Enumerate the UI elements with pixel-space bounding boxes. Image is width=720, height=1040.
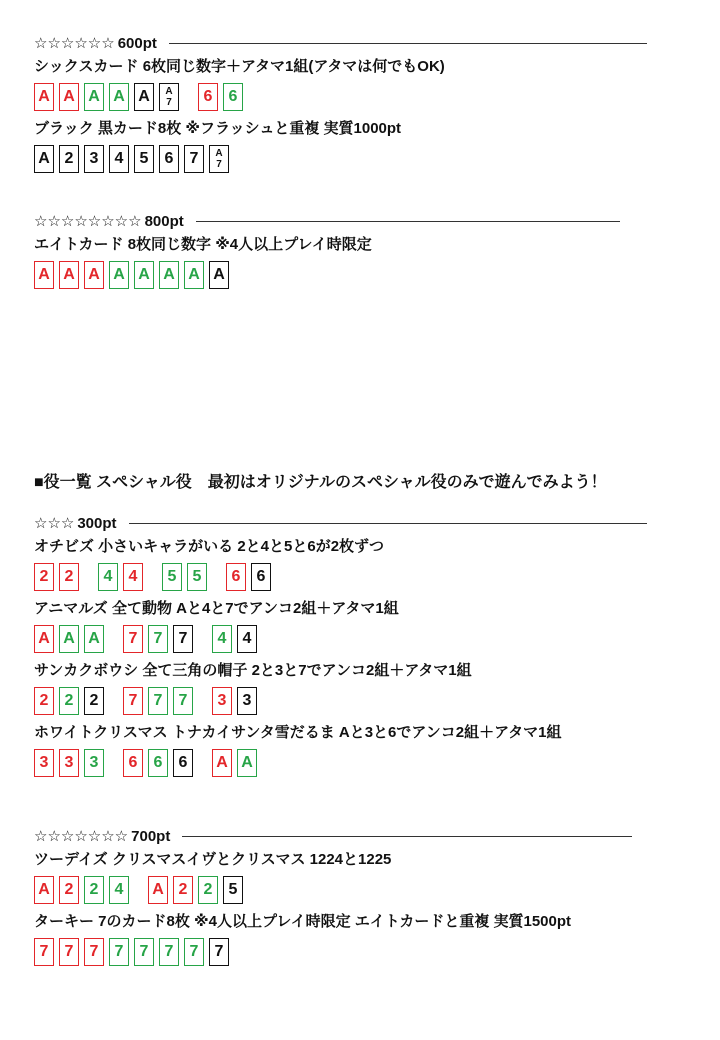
playing-card: A <box>134 83 154 111</box>
playing-card: 6 <box>223 83 243 111</box>
playing-card: 7 <box>209 938 229 966</box>
playing-card: 5 <box>223 876 243 904</box>
playing-card: A <box>59 625 79 653</box>
playing-card: 5 <box>187 563 207 591</box>
playing-card: 3 <box>237 687 257 715</box>
playing-card: A <box>209 261 229 289</box>
playing-card: 2 <box>59 563 79 591</box>
playing-card: 7 <box>84 938 104 966</box>
star-rating: ☆☆☆☆☆☆☆ <box>34 828 129 845</box>
points-label: 600pt <box>117 34 157 52</box>
hand-title: シックスカード 6枚同じ数字＋アタマ1組(アタマは何でもOK) <box>34 58 445 75</box>
playing-card <box>209 145 229 173</box>
playing-card: 2 <box>59 145 79 173</box>
playing-card: 7 <box>173 625 193 653</box>
section-800pt <box>34 210 620 290</box>
playing-card: 3 <box>212 687 232 715</box>
playing-card: 3 <box>84 749 104 777</box>
playing-card: 2 <box>34 687 54 715</box>
rating-line <box>34 825 632 847</box>
playing-card: A <box>212 749 232 777</box>
playing-card: 7 <box>184 938 204 966</box>
playing-card: A <box>148 876 168 904</box>
card-row <box>34 624 647 654</box>
playing-card: A <box>34 625 54 653</box>
playing-card: A <box>84 83 104 111</box>
divider-line <box>129 523 647 524</box>
playing-card: 6 <box>226 563 246 591</box>
special-hands-heading: ■役一覧 スペシャル役 最初はオリジナルのスペシャル役のみで遊んでみよう！ <box>34 474 607 491</box>
playing-card: 3 <box>34 749 54 777</box>
playing-card: 2 <box>84 687 104 715</box>
playing-card: A <box>34 261 54 289</box>
playing-card: 7 <box>109 938 129 966</box>
playing-card: 4 <box>212 625 232 653</box>
playing-card: 4 <box>123 563 143 591</box>
playing-card: A <box>34 876 54 904</box>
hand-title: ブラック 黒カード8枚 ※フラッシュと重複 実質1000pt <box>34 120 402 137</box>
playing-card: A <box>34 83 54 111</box>
playing-card: 7 <box>34 938 54 966</box>
rating-line <box>34 32 647 54</box>
rating-line <box>34 210 620 232</box>
playing-card: A <box>184 261 204 289</box>
playing-card: 6 <box>198 83 218 111</box>
playing-card: 7 <box>159 938 179 966</box>
card-row <box>34 82 647 112</box>
points-label: 700pt <box>131 827 171 845</box>
hand-title: ツーデイズ クリスマスイヴとクリスマス 1224と1225 <box>34 851 392 868</box>
playing-card: A <box>109 261 129 289</box>
hand-title: アニマルズ 全て動物 Aと4と7でアンコ2組＋アタマ1組 <box>34 600 399 617</box>
playing-card: 7 <box>148 625 168 653</box>
card-row <box>34 260 620 290</box>
playing-card: 4 <box>98 563 118 591</box>
playing-card: 2 <box>173 876 193 904</box>
card-row <box>34 144 647 174</box>
playing-card: 7 <box>184 145 204 173</box>
card-row <box>34 875 632 905</box>
playing-card: A <box>134 261 154 289</box>
playing-card: 7 <box>123 625 143 653</box>
playing-card: 2 <box>59 876 79 904</box>
playing-card: 7 <box>59 938 79 966</box>
points-label: 800pt <box>144 212 184 230</box>
hand-title: サンカクボウシ 全て三角の帽子 2と3と7でアンコ2組＋アタマ1組 <box>34 662 472 679</box>
playing-card: 6 <box>159 145 179 173</box>
card-value-bottom: 7 <box>216 159 222 170</box>
playing-card: 6 <box>123 749 143 777</box>
card-row <box>34 686 647 716</box>
playing-card: 7 <box>173 687 193 715</box>
playing-card: A <box>84 261 104 289</box>
hand-title: オチビズ 小さいキャラがいる 2と4と5と6が2枚ずつ <box>34 538 385 555</box>
playing-card: 6 <box>251 563 271 591</box>
playing-card: 5 <box>162 563 182 591</box>
divider-line <box>196 221 620 222</box>
playing-card: 6 <box>173 749 193 777</box>
playing-card <box>159 83 179 111</box>
playing-card: A <box>159 261 179 289</box>
playing-card: 7 <box>148 687 168 715</box>
card-value-bottom: 7 <box>166 97 172 108</box>
card-row <box>34 937 632 967</box>
playing-card: A <box>109 83 129 111</box>
rating-line <box>34 512 647 534</box>
playing-card: 4 <box>237 625 257 653</box>
hand-title: ターキー 7のカード8枚 ※4人以上プレイ時限定 エイトカードと重複 実質1500pt <box>34 913 572 930</box>
card-row <box>34 562 647 592</box>
playing-card: 7 <box>134 938 154 966</box>
playing-card: 3 <box>59 749 79 777</box>
card-value-top: A <box>165 86 173 97</box>
playing-card: A <box>237 749 257 777</box>
playing-card: 2 <box>198 876 218 904</box>
playing-card: A <box>59 261 79 289</box>
points-label: 300pt <box>77 514 117 532</box>
playing-card: A <box>84 625 104 653</box>
star-rating: ☆☆☆ <box>34 515 75 532</box>
section-600pt <box>34 32 647 174</box>
playing-card: 4 <box>109 145 129 173</box>
star-rating: ☆☆☆☆☆☆☆☆ <box>34 213 142 230</box>
playing-card: 2 <box>34 563 54 591</box>
playing-card: 7 <box>123 687 143 715</box>
playing-card: A <box>59 83 79 111</box>
divider-line <box>182 836 632 837</box>
playing-card: 4 <box>109 876 129 904</box>
playing-card: 2 <box>84 876 104 904</box>
card-row <box>34 748 647 778</box>
divider-line <box>169 43 647 44</box>
section-300pt <box>34 512 647 778</box>
section-700pt <box>34 825 632 967</box>
playing-card: 3 <box>84 145 104 173</box>
playing-card: 6 <box>148 749 168 777</box>
playing-card: 2 <box>59 687 79 715</box>
playing-card: A <box>34 145 54 173</box>
playing-card: 5 <box>134 145 154 173</box>
star-rating: ☆☆☆☆☆☆ <box>34 35 115 52</box>
hand-title: エイトカード 8枚同じ数字 ※4人以上プレイ時限定 <box>34 236 372 253</box>
card-value-top: A <box>215 148 223 159</box>
hand-title: ホワイトクリスマス トナカイサンタ雪だるま Aと3と6でアンコ2組＋アタマ1組 <box>34 724 562 741</box>
